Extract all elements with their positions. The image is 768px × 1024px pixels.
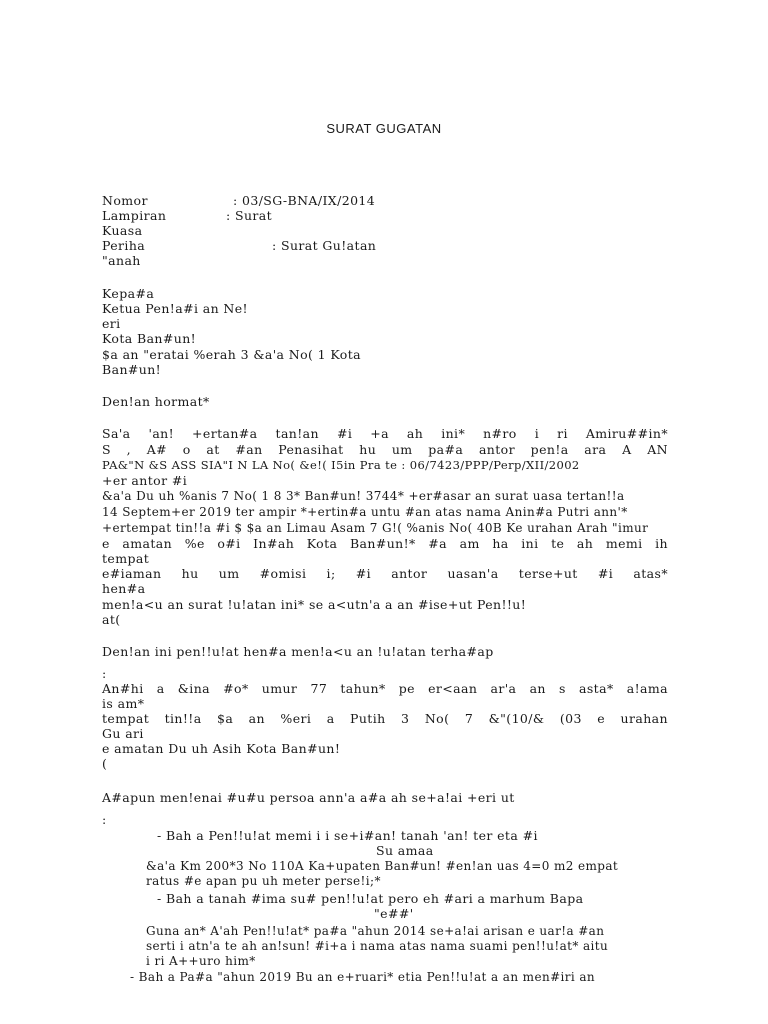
paragraph-line: Den!an ini pen!!u!at hen#a men!a<u an !u!atan terha#ap <box>102 644 494 659</box>
point-line: &a'a Km 200*3 No 110A Ka+upaten Ban#un! #en!an uas 4=0 m2 empat <box>146 859 619 873</box>
paragraph-line: Sa'a 'an! +ertan#a tan!an #i +a ah ini* n#ro i ri Amiru##in* <box>102 426 668 441</box>
paragraph-line: A#apun men!enai #u#u persoa ann'a a#a ah se+a!ai +eri ut <box>102 790 515 805</box>
paragraph-line: +ertempat tin!!a #i $ $a an Limau Asam 7 G!( %anis No( 40B Ke urahan Arah "imur <box>102 521 649 535</box>
lampiran-label: Lampiran <box>102 208 167 223</box>
paragraph-line: tempat <box>102 551 150 566</box>
colon: : <box>102 666 107 681</box>
point-line: Guna an* A'ah Pen!!u!at* pa#a "ahun 2014 se+a!ai arisan e uar!a #an <box>146 924 605 938</box>
recipient-line: Kepa#a <box>102 286 155 301</box>
greeting: Den!an hormat* <box>102 394 210 409</box>
point-line: - Bah a Pen!!u!at memi i i se+i#an! tanah 'an! ter eta #i <box>157 828 538 843</box>
paragraph-line: &a'a Du uh %anis 7 No( 1 8 3* Ban#un! 3744* +er#asar an surat uasa tertan!!a <box>102 489 625 503</box>
perihal-label: Periha <box>102 238 146 253</box>
lampiran-value: : Surat <box>226 208 273 223</box>
paragraph-line: PA&"N &S ASS SIA"I N LA No( &e!( I5in Pra te : 06/7423/PPP/Perp/XII/2002 <box>102 458 580 472</box>
nomor-value: : 03/SG-BNA/IX/2014 <box>233 193 376 208</box>
paragraph-line: 14 Septem+er 2019 ter ampir *+ertin#a untu #an atas nama Anin#a Putri ann'* <box>102 505 628 519</box>
colon: : <box>102 812 107 827</box>
point-line: serti i atn'a te ah an!sun! #i+a i nama atas nama suami pen!!u!at* aitu <box>146 939 609 953</box>
point-line: Su amaa <box>376 843 434 858</box>
point-line: - Bah a tanah #ima su# pen!!u!at pero eh #ari a marhum Bapa <box>157 891 584 906</box>
nomor-label: Nomor <box>102 193 148 208</box>
paragraph-line: e amatan %e o#i In#ah Kota Ban#un!* #a am ha ini te ah memi ih <box>102 536 668 551</box>
defendant-line: ( <box>102 756 108 771</box>
defendant-line: e amatan Du uh Asih Kota Ban#un! <box>102 741 341 756</box>
defendant-line: tempat tin!!a $a an %eri a Putih 3 No( 7 &"(10/& (03 e urahan <box>102 711 668 726</box>
document-title: SURAT GUGATAN <box>326 121 442 136</box>
paragraph-line: S , A# o at #an Penasihat hu um pa#a antor pen!a ara A AN <box>102 442 668 457</box>
defendant-line: is am* <box>102 696 145 711</box>
paragraph-line: at( <box>102 612 121 627</box>
point-line: "e##' <box>374 906 414 921</box>
perihal-value: : Surat Gu!atan <box>272 238 377 253</box>
defendant-line: Gu ari <box>102 726 144 741</box>
defendant-line: An#hi a &ina #o* umur 77 tahun* pe er<aan ar'a an s asta* a!ama <box>102 681 668 696</box>
paragraph-line: +er antor #i <box>102 473 188 488</box>
paragraph-line: men!a<u an surat !u!atan ini* se a<utn'a a an #ise+ut Pen!!u! <box>102 597 527 612</box>
point-line: ratus #e apan pu uh meter perse!i;* <box>146 874 381 888</box>
recipient-line: Ketua Pen!a#i an Ne! <box>102 301 248 316</box>
recipient-line: Kota Ban#un! <box>102 331 197 346</box>
paragraph-line: hen#a <box>102 581 146 596</box>
paragraph-line: e#iaman hu um #omisi i; #i antor uasan'a terse+ut #i atas* <box>102 566 668 581</box>
recipient-line: $a an "eratai %erah 3 &a'a No( 1 Kota <box>102 347 362 362</box>
point-line: - Bah a Pa#a "ahun 2019 Bu an e+ruari* etia Pen!!u!at a an men#iri an <box>130 970 596 984</box>
point-line: i ri A++uro him* <box>146 954 256 968</box>
recipient-line: Ban#un! <box>102 362 162 377</box>
recipient-line: eri <box>102 316 121 331</box>
perihal-continued: "anah <box>102 253 141 268</box>
kuasa-label: Kuasa <box>102 223 143 238</box>
